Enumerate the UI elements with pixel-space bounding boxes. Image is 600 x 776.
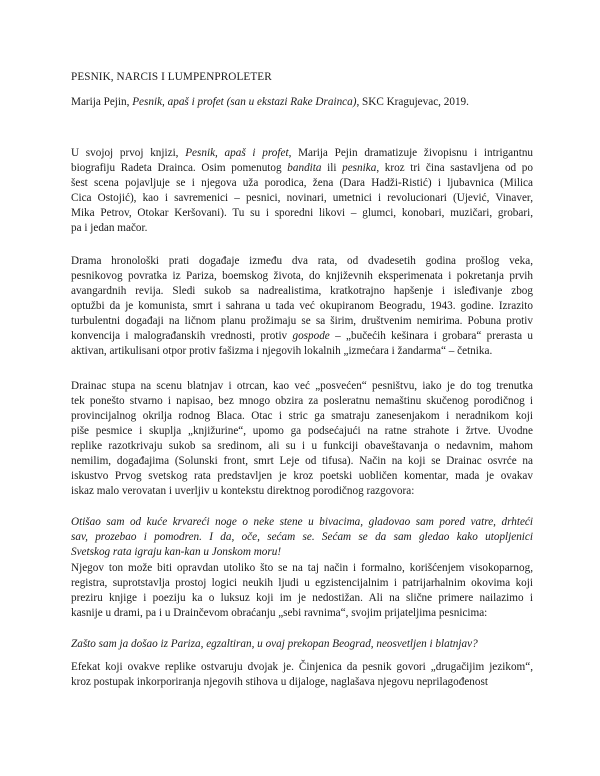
text-line: Otišao sam od kuće krvareći noge o neke stene u bivacima, gladovao sam pored vatre, drhteći — [71, 516, 533, 528]
text-line: U svojoj prvoj knjizi, Pesnik, apaš i profet, Marija Pejin dramatizuje živopisnu i intrigantnu — [71, 147, 534, 159]
text-line: Mika Petrov, Otokar Keršovani). Tu su i sporedni likovi – glumci, konobari, muzičari, grobari, — [71, 207, 533, 219]
paragraph-1 — [71, 146, 533, 236]
paragraph-3 — [71, 379, 533, 499]
text-line: pesnikovog povratka iz Pariza, boemskog života, do književnih eksperimenata i pokretanja prvih — [71, 270, 533, 282]
text-line: šest scena pojavljuje se i njegova uža porodica, žena (Dara Hadži-Ristić) i ljubavnica (Milica — [71, 177, 533, 189]
text-line: preziru knjige i poeziju ka o luksuz koji im je nedostižan. Ali na slične primere nailazimo i — [71, 592, 533, 604]
paragraph-5 — [71, 660, 533, 690]
text-line: replike razotkrivaju sukob sa sredinom, ali su i u funkciji obaveštavanja o nedavnim, mahom — [71, 440, 533, 452]
text-line: Cica Ostojić), kao i savremenici – pesnici, novinari, umetnici i revolucionari (Ujević, Vinaver, — [71, 192, 533, 204]
text-line: biografiju Radeta Drainca. Osim pomenutog bandita ili pesnika, kroz tri čina sastavljena od po — [71, 162, 533, 174]
paragraph-4 — [71, 561, 533, 621]
text-line: kasnije u drami, pa i u Drainčevom obraćanju „sebi ravnima“, svojim prijateljima pesnicima: — [71, 607, 488, 619]
text-line: konvencija i malograđanskih vrednosti, protiv gospode – „bučećih kešinara i grobara“ prerasta u — [71, 330, 533, 342]
text-line: Svetskog rata igraju kan-kan u Jonskom moru! — [71, 546, 282, 558]
text-line: provincijalnog okrilja rodnog Blaca. Otac i stric ga smatraju zanesenjakom i neradnikom koji — [71, 410, 533, 422]
quote-2 — [71, 637, 533, 652]
text-line: turbulentni događaji na ličnom planu prožimaju se sa širim, društvenim nemirima. Pobuna protiv — [71, 315, 533, 327]
text-line: kroz postupak inkorporiranja njegovih stihova u dijaloge, naglašava njegovu neprilagođenost — [71, 676, 488, 688]
text-line: piše pesmice i skuplja „knjižurine“, upomo ga podsećajući na ratne strahote i žrtve. Uvodne — [71, 425, 533, 437]
reference-author: Marija Pejin, — [71, 96, 133, 108]
quote-1 — [71, 515, 533, 560]
text-line: sav, prozebao i pomodren. I da, oče, sećam se. Sećam se da sam gledao kako utopljenici — [71, 531, 533, 543]
reference-book-title: Pesnik, apaš i profet (san u ekstazi Rake Drainca) — [132, 96, 357, 108]
text-line: Zašto sam ja došao iz Pariza, egzaltiran, u ovaj prekopan Beograd, neosvetljen i blatnjav? — [71, 638, 478, 650]
text-line: iskaz malo verovatan i uverljiv u kontekstu direktnog porodičnog razgovora: — [71, 485, 415, 497]
text-line: pa i jedan mačor. — [71, 222, 148, 234]
text-line: Njegov ton može biti opravdan utoliko što se na taj način i formalno, korišćenjem visokoparnog, — [71, 562, 533, 574]
paragraph-2 — [71, 254, 533, 359]
text-line: nemilim, događajima (Solunski front, smrt Leje od tifusa). Način na koji se Drainac osvrće na — [71, 455, 533, 467]
text-line: tek ponešto stvarno i napisao, bez mnogo obzira za posleratnu nemaštinu skučenog porodičnog i — [71, 395, 533, 407]
book-reference — [71, 95, 533, 110]
text-line: iskustvo Prvog svetskog rata predstavljen je kroz poetski uobličen komentar, mada je ovakav — [71, 470, 533, 482]
text-line: aktivan, artikulisani otpor protiv fašizma i njegovih lokalnih „izmećara i žandarma“ – četnika. — [71, 345, 493, 357]
text-line: Drainac stupa na scenu blatnjav i otrcan, kao već „posvećen“ pesništvu, iako je do tog trenutka — [71, 380, 533, 392]
text-line: optužbi da je komunista, smrt i sahrana u tada već okupiranom Beogradu, 1943. godine. Izrazito — [71, 300, 533, 312]
article-title: PESNIK, NARCIS I LUMPENPROLETER — [71, 71, 272, 83]
text-line: avangardnih revija. Sledi sukob sa nadrealistima, kratkotrajno hapšenje i isleđivanje zbog — [71, 285, 533, 297]
text-line: registra, suprotstavlja prostoj logici neukih ljudi u egzistencijalnim i patrijarhalnim okovima koji — [71, 577, 533, 589]
text-line: Drama hronološki prati događaje između dva rata, od dvadesetih godina prošlog veka, — [71, 255, 533, 267]
text-line: Efekat koji ovakve replike ostvaruju dvojak je. Činjenica da pesnik govori „drugačijim jezikom“, — [71, 661, 533, 673]
reference-publisher: , SKC Kragujevac, 2019. — [356, 96, 469, 108]
